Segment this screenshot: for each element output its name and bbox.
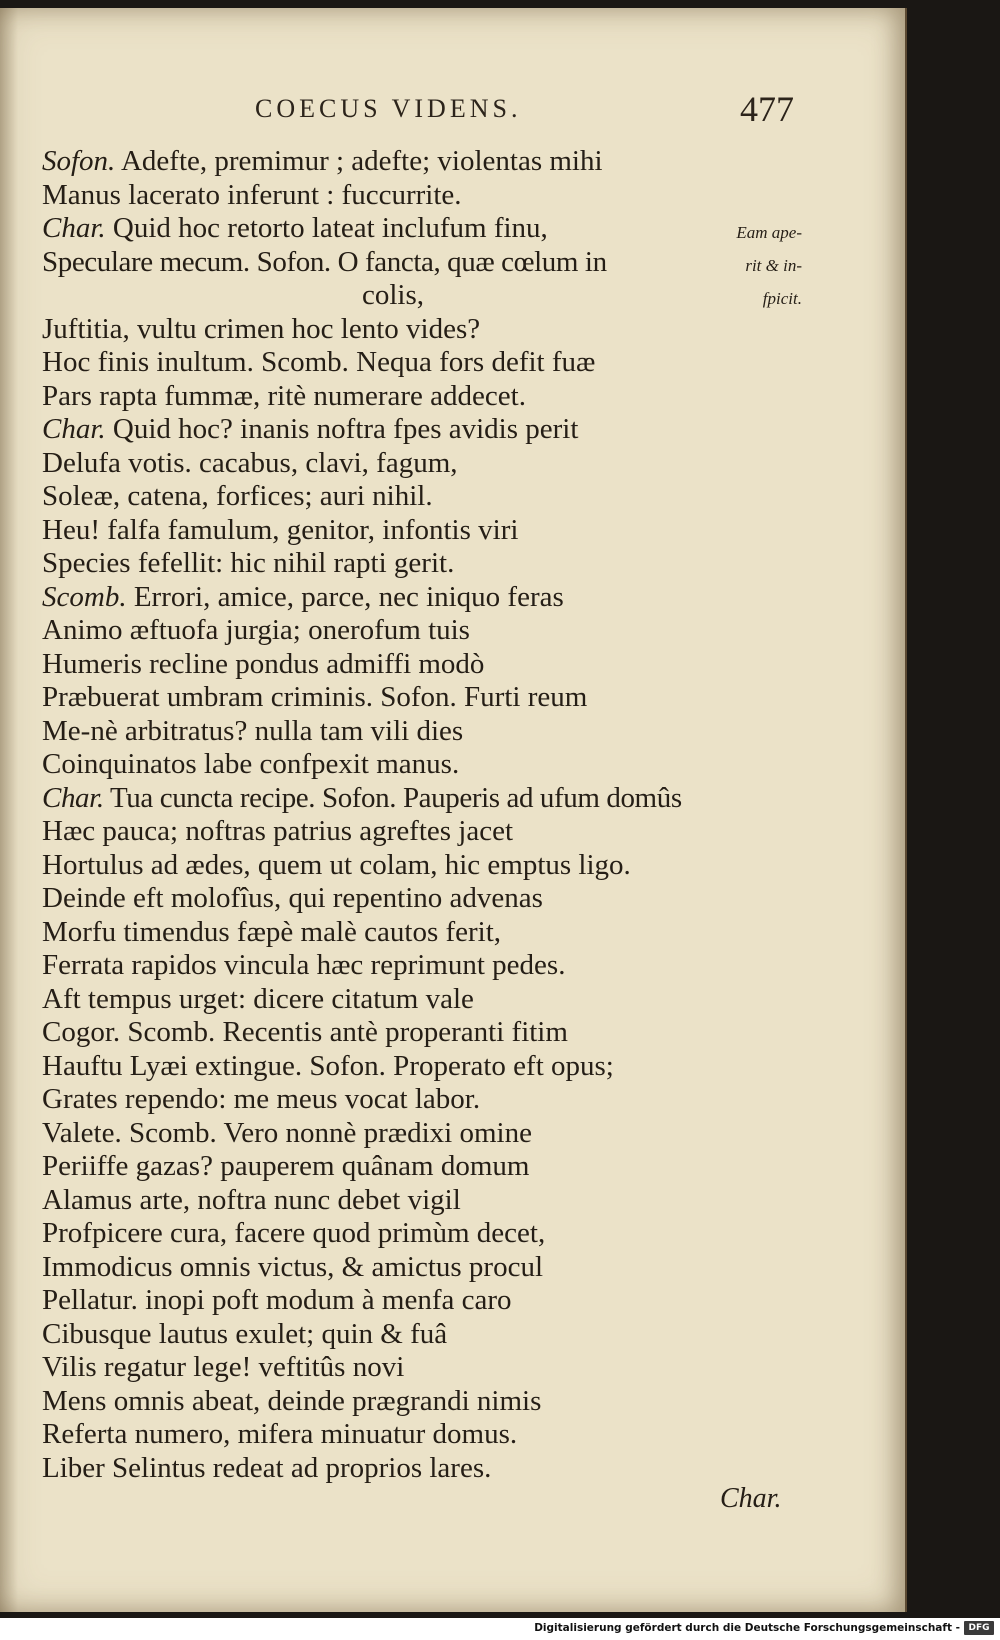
verse-text: Cibusque lautus exulet; quin & fuâ: [42, 1317, 448, 1350]
dfg-logo: DFG: [964, 1621, 994, 1635]
verse-line: [42, 681, 732, 715]
verse-text: Liber Selintus redeat ad proprios lares.: [42, 1451, 492, 1484]
verse-text: Aft tempus urget: dicere citatum vale: [42, 982, 474, 1015]
digitization-footer: [0, 1618, 1000, 1640]
verse-line: [42, 514, 732, 548]
verse-line: [42, 648, 732, 682]
verse-text: Immodicus omnis victus, & amictus procul: [42, 1250, 544, 1283]
verse-text: Pellatur. inopi poft modum à menfa caro: [42, 1284, 512, 1316]
verse-text: Manus lacerato inferunt : fuccurrite.: [42, 178, 462, 211]
verse-line: [42, 1016, 732, 1050]
verse-line: [42, 1385, 732, 1419]
verse-line: [42, 949, 732, 983]
funding-credit: Digitalisierung gefördert durch die Deutsche Forschungsgemeinschaft -: [534, 1622, 960, 1634]
verse-text: Cogor. Scomb. Recentis antè properanti fitim: [42, 1016, 568, 1048]
verse-line: [42, 145, 732, 179]
verse-text: Pars rapta fummæ, ritè numerare addecet.: [42, 379, 526, 412]
catchword: Char.: [720, 1483, 782, 1514]
verse-line: [42, 447, 732, 481]
verse-text: Species fefellit: hic nihil rapti gerit.: [42, 547, 455, 579]
stage-direction-line: fpicit.: [762, 289, 802, 308]
verse-text: Coinquinatos labe confpexit manus.: [42, 748, 460, 780]
verse-text: Animo æftuofa jurgia; onerofum tuis: [42, 614, 470, 646]
verse-line: [42, 1418, 732, 1452]
speaker-label: Char.: [42, 413, 106, 445]
verse-line: [42, 346, 732, 380]
verse-line: [42, 1217, 732, 1251]
verse-line: [42, 782, 732, 816]
verse-text: Periiffe gazas? pauperem quânam domum: [42, 1150, 530, 1182]
verse-line: [42, 983, 732, 1017]
verse-text: Delufa votis. cacabus, clavi, fagum,: [42, 446, 458, 479]
verse-line: [42, 547, 732, 581]
verse-text: Valete. Scomb. Vero nonnè prædixi omine: [42, 1116, 532, 1149]
verse-line: [42, 1284, 732, 1318]
verse-line: [42, 849, 732, 883]
verse-text: Mens omnis abeat, deinde prægrandi nimis: [42, 1384, 542, 1417]
verse-line: [42, 815, 732, 849]
verse-line: [42, 1318, 732, 1352]
verse-text: Quid hoc? inanis noftra fpes avidis perit: [112, 413, 579, 445]
verse-text: Grates rependo: me meus vocat labor.: [42, 1083, 481, 1115]
verse-line: [42, 1452, 732, 1486]
verse-text: Ferrata rapidos vincula hæc reprimunt pedes.: [42, 949, 566, 981]
verse-line: [42, 1184, 732, 1218]
verse-line: [42, 179, 732, 213]
verse-line: [42, 212, 732, 246]
verse-text: Præbuerat umbram criminis. Sofon. Furti reum: [42, 681, 588, 713]
verse-text: Hauftu Lyæi extingue. Sofon. Properato eft opus;: [42, 1049, 614, 1082]
verse-text: Adefte, premimur ; adefte; violentas mihi: [120, 145, 603, 177]
verse-text: Referta numero, mifera minuatur domus.: [42, 1418, 518, 1450]
verse-line: [42, 380, 732, 414]
verse-text: Speculare mecum. Sofon. O fancta, quæ cœlum in: [42, 245, 607, 278]
verse-line: [42, 1351, 732, 1385]
verse-text: Hoc finis inultum. Scomb. Nequa fors defit fuæ: [42, 346, 596, 378]
verse-text: Tua cuncta recipe. Sofon. Pauperis ad ufum domûs: [110, 781, 682, 814]
verse-text: Quid hoc retorto lateat inclufum finu,: [112, 212, 548, 244]
verse-line: [42, 313, 732, 347]
stage-direction: [692, 216, 802, 315]
verse-text: Morfu timendus fæpè malè cautos ferit,: [42, 915, 502, 948]
verse-line: [42, 1050, 732, 1084]
verse-line: [42, 882, 732, 916]
speaker-label: Char.: [42, 212, 106, 244]
verse-text: Soleæ, catena, forfices; auri nihil.: [42, 480, 433, 512]
verse-text: Vilis regatur lege! veftitûs novi: [42, 1351, 405, 1383]
verse-text: Hortulus ad ædes, quem ut colam, hic emptus ligo.: [42, 848, 631, 881]
verse-text: Me-nè arbitratus? nulla tam vili dies: [42, 714, 464, 747]
verse-line: [42, 279, 732, 313]
verse-text: Alamus arte, noftra nunc debet vigil: [42, 1183, 461, 1216]
verse-line: [42, 413, 732, 447]
verse-line: [42, 1150, 732, 1184]
page-header: [0, 89, 905, 134]
verse-line: [42, 1251, 732, 1285]
book-page: [0, 8, 907, 1612]
verse-line: [42, 715, 732, 749]
running-title: COECUS VIDENS.: [255, 94, 522, 123]
speaker-label: Scomb.: [42, 580, 127, 613]
verse-line: [42, 1117, 732, 1151]
verse-line: [42, 748, 732, 782]
speaker-label: Sofon.: [42, 145, 116, 177]
verse-text: Profpicere cura, facere quod primùm decet,: [42, 1217, 546, 1249]
verse-text: Deinde eft molofîus, qui repentino advenas: [42, 882, 543, 914]
page-number: 477: [740, 89, 794, 129]
verse-line: [42, 1083, 732, 1117]
verse-text: Juftitia, vultu crimen hoc lento vides?: [42, 312, 481, 345]
verse-line: [42, 581, 732, 615]
verse-line: [42, 246, 732, 280]
stage-direction-line: Eam ape-: [736, 223, 802, 242]
stage-direction-line: rit & in-: [745, 256, 802, 275]
verse-text: Heu! falfa famulum, genitor, infontis viri: [42, 513, 519, 546]
verse-text: Hæc pauca; noftras patrius agreftes jacet: [42, 815, 514, 847]
verse-line: [42, 916, 732, 950]
verse-text: Errori, amice, parce, nec iniquo feras: [133, 580, 564, 613]
verse-text: Humeris recline pondus admiffi modò: [42, 647, 485, 680]
verse-line: [42, 480, 732, 514]
verse-text: colis,: [362, 279, 425, 311]
verse-block: [42, 145, 732, 1485]
speaker-label: Char.: [42, 781, 104, 814]
verse-line: [42, 614, 732, 648]
